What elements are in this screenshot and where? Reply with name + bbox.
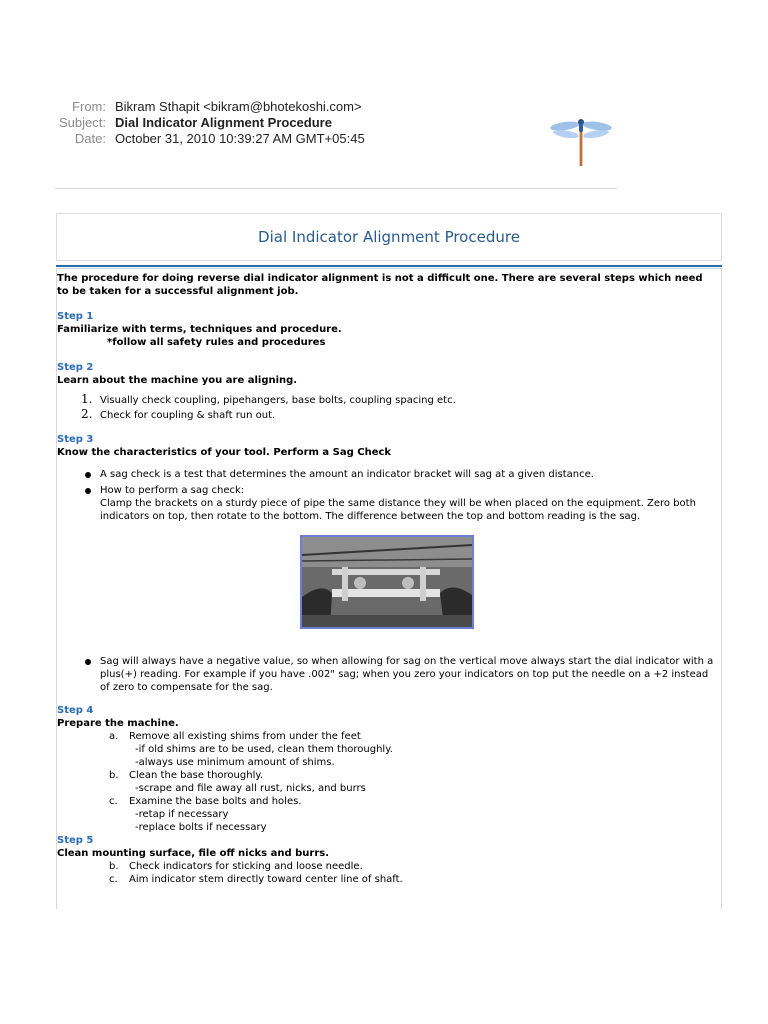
step-2-heading: Learn about the machine you are aligning. xyxy=(57,375,298,386)
title-box xyxy=(56,213,722,261)
list-item: Sag will always have a negative value, so when allowing for sag on the vertical move always start the dial indicator with a plus(+) reading. For example if you have .002" sag; when you zero your indicators on top put the needle on a +2 instead of zero to compensate for the sag. xyxy=(57,655,717,694)
date-row xyxy=(0,131,768,147)
step-4-label: Step 4 xyxy=(57,705,94,716)
document-body xyxy=(57,272,717,886)
list-item: b. Clean the base thoroughly. xyxy=(109,770,264,781)
step-1-heading: Familiarize with terms, techniques and procedure. xyxy=(57,324,342,335)
intro-paragraph: The procedure for doing reverse dial indicator alignment is not a difficult one. There are several steps which need to be taken for a successful alignment job. xyxy=(57,273,703,297)
step-3-heading: Know the characteristics of your tool. Perform a Sag Check xyxy=(57,447,392,458)
header-divider xyxy=(55,188,617,189)
subject-value: Dial Indicator Alignment Procedure xyxy=(115,115,332,130)
step-1-label: Step 1 xyxy=(57,311,94,322)
step-1-note: *follow all safety rules and procedures xyxy=(107,337,326,348)
step-2-list xyxy=(57,393,717,423)
subject-label: Subject: xyxy=(59,115,106,130)
step-5-label: Step 5 xyxy=(57,835,94,846)
step-4-heading: Prepare the machine. xyxy=(57,718,179,729)
list-item: c. Aim indicator stem directly toward center line of shaft. xyxy=(109,874,403,885)
bullet-icon xyxy=(85,659,91,665)
list-item: c. Examine the base bolts and holes. xyxy=(109,796,302,807)
step-5-list xyxy=(57,860,717,886)
content-border-right xyxy=(721,269,722,909)
sag-check-photo-graphic xyxy=(302,537,472,627)
dragonfly-icon xyxy=(548,115,614,167)
document-title: Dial Indicator Alignment Procedure xyxy=(258,228,520,246)
list-subitem: -scrape and file away all rust, nicks, and burrs xyxy=(135,783,366,794)
list-item: A sag check is a test that determines the amount an indicator bracket will sag at a given distance. xyxy=(57,468,717,481)
list-item: 2. Check for coupling & shaft run out. xyxy=(81,407,276,421)
list-subitem: -if old shims are to be used, clean them thoroughly. xyxy=(135,744,393,755)
list-subitem: -replace bolts if necessary xyxy=(135,822,267,833)
step-4-list xyxy=(57,730,717,834)
title-rule-shadow xyxy=(56,268,722,269)
from-label: From: xyxy=(72,99,106,114)
list-subitem: -retap if necessary xyxy=(135,809,229,820)
sag-check-photo xyxy=(300,535,474,629)
date-label: Date: xyxy=(74,131,106,146)
step-3-label: Step 3 xyxy=(57,434,94,445)
list-subitem: -always use minimum amount of shims. xyxy=(135,757,335,768)
list-item: How to perform a sag check: Clamp the brackets on a sturdy piece of pipe the same distance they will be when placed on the equipment. Zero both indicators on top, then rotate to the bottom. The difference between the top and bottom reading is the sag. xyxy=(57,484,717,523)
list-item: b. Check indicators for sticking and loose needle. xyxy=(109,861,363,872)
step-3-list-cont xyxy=(57,655,717,694)
step-3-list xyxy=(57,468,717,523)
step-5-heading: Clean mounting surface, file off nicks and burrs. xyxy=(57,848,329,859)
from-row xyxy=(0,99,768,115)
date-value: October 31, 2010 10:39:27 AM GMT+05:45 xyxy=(115,131,365,146)
bullet-icon xyxy=(85,472,91,478)
from-value[interactable]: Bikram Sthapit <bikram@bhotekoshi.com> xyxy=(115,99,362,114)
subject-row xyxy=(0,115,768,131)
list-item: a. Remove all existing shims from under the feet xyxy=(109,731,361,742)
bullet-icon xyxy=(85,488,91,494)
title-rule xyxy=(56,265,722,267)
step-2-label: Step 2 xyxy=(57,362,94,373)
email-header xyxy=(0,99,768,147)
list-item: 1. Visually check coupling, pipehangers, base bolts, coupling spacing etc. xyxy=(81,392,456,406)
